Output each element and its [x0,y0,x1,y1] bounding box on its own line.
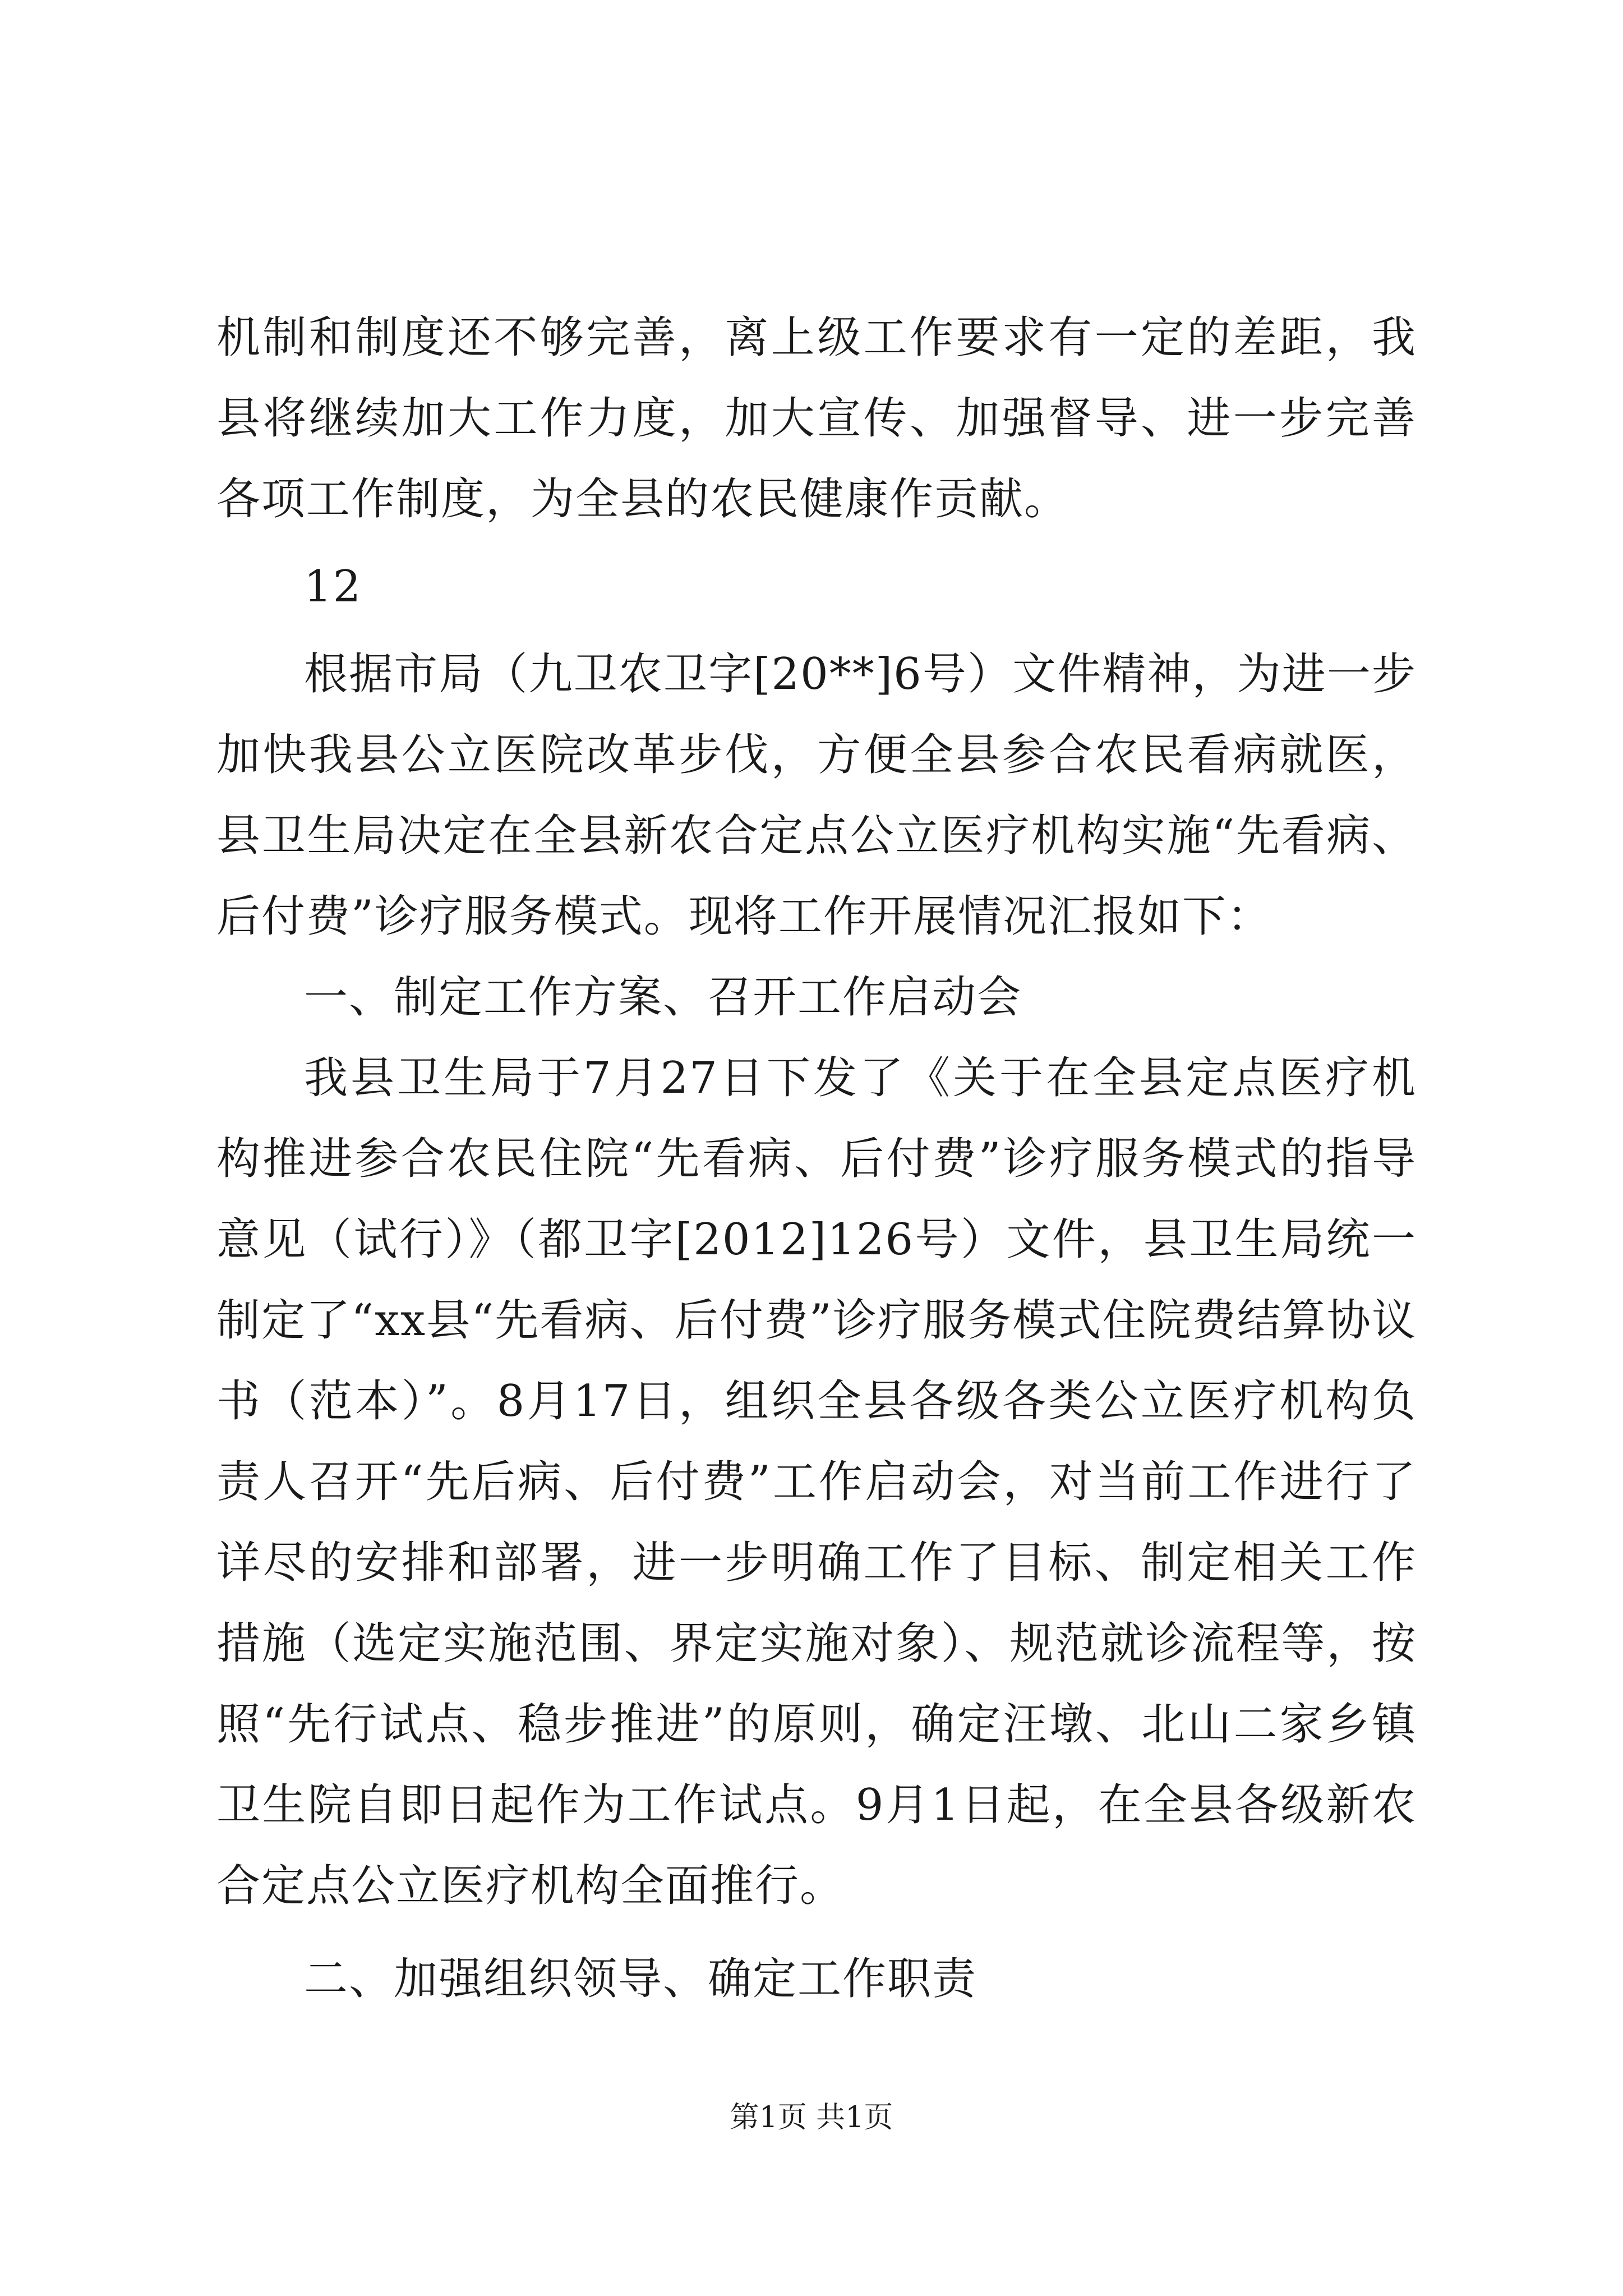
paragraph-number: 12 [304,562,362,612]
paragraph-intro: 根据市局（九卫农卫字[20**]6号）文件精神，为进一步加快我县公立医院改革步伐，方便全县参合农民看病就医，县卫生局决定在全县新农合定点公立医疗机构实施“先看病、后付费”诊疗服务模式。现将工作开展情况汇报如下： [216,649,1417,942]
paragraph-continuation: 机制和制度还不够完善，离上级工作要求有一定的差距，我县将继续加大工作力度，加大宣传、加强督导、进一步完善各项工作制度，为全县的农民健康作贡献。 [216,312,1417,524]
document-body [216,297,1417,2019]
page-footer: 第1页 共1页 [730,2101,893,2134]
section-heading-1: 一、制定工作方案、召开工作启动会 [304,972,1022,1023]
paragraph-section-1: 我县卫生局于7月27日下发了《关于在全县定点医疗机构推进参合农民住院“先看病、后付费”诊疗服务模式的指导意见（试行）》（都卫字[2012]126号）文件，县卫生局统一制定了“xx县“先看病、后付费”诊疗服务模式住院费结算协议书（范本）”。8月17日，组织全县各级各类公立医疗机构负责人召开“先后病、后付费”工作启动会，对当前工作进行了详尽的安排和部署，进一步明确工作了目标、制定相关工作措施（选定实施范围、界定实施对象）、规范就诊流程等，按照“先行试点、稳步推进”的原则，确定汪墩、北山二家乡镇卫生院自即日起作为工作试点。9月1日起，在全县各级新农合定点公立医疗机构全面推行。 [216,1053,1417,1911]
section-heading-2: 二、加强组织领导、确定工作职责 [304,1954,978,2004]
